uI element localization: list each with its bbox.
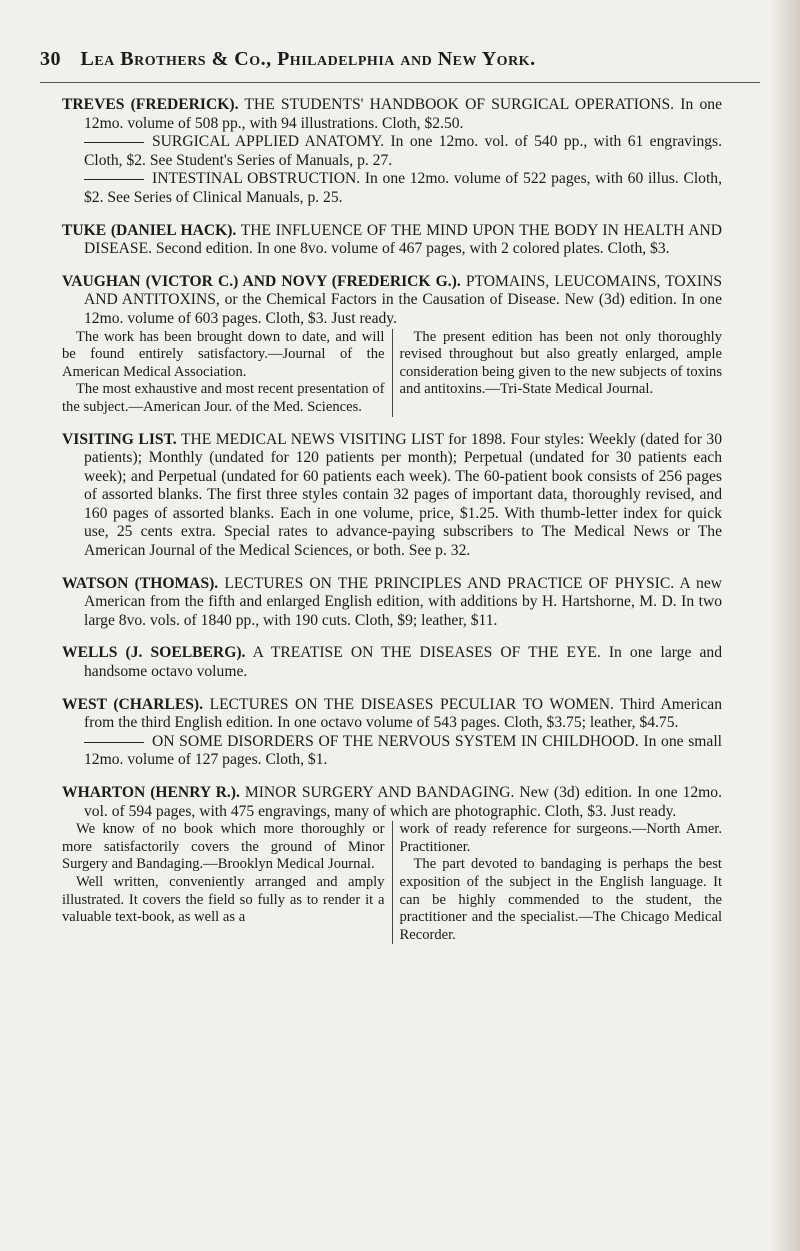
entry-vaughan (62, 273, 722, 417)
entry-tuke (62, 222, 722, 259)
entry-wells (62, 644, 722, 681)
ditto-dash (84, 142, 144, 143)
entry-main (62, 431, 722, 561)
entry-sub (62, 170, 722, 207)
ditto-dash (84, 179, 144, 180)
author-name: WELLS (J. SOELBERG). (62, 644, 246, 662)
author-name: WHARTON (HENRY R.). (62, 784, 240, 801)
entry-watson (62, 575, 722, 631)
quotes-right-column (393, 821, 723, 944)
entry-text: SURGICAL APPLIED ANATOMY. In one 12mo. vol. of 540 pp., with 61 engravings. Cloth, $2. See Student's Series of Manuals, p. 27. (84, 133, 722, 169)
author-name: TUKE (DANIEL HACK). (62, 221, 237, 239)
review-quote: Well written, conveniently arranged and amply illustrated. It covers the field so fully as to render it a valuable text-book, as well as a (62, 873, 385, 926)
entry-main (62, 222, 722, 259)
author-name: VAUGHAN (VICTOR C.) AND NOVY (FREDERICK G.). (62, 272, 461, 290)
entry-text: LECTURES ON THE PRINCIPLES AND PRACTICE OF PHYSIC. A new American from the fifth and enlarged English edition, with additions by H. Hartshorne, M. D. In two large 8vo. vols. of 1840 pp., with 190 cuts. Cloth, $9; leather, $11. (84, 574, 723, 629)
entry-main (62, 273, 722, 329)
entry-main (62, 575, 722, 631)
entry-main (62, 696, 722, 733)
entry-sub (62, 733, 722, 770)
review-quote: The part devoted to bandaging is perhaps the best exposition of the subject in the English language. It can be highly commended to the student, the practitioner and the specialist.—The Chicago Medical Recorder. (399, 856, 722, 943)
entry-wharton (62, 784, 722, 944)
entry-text: LECTURES ON THE DISEASES PECULIAR TO WOMEN. Third American from the third English edition. In one octavo volume of 543 pages. Cloth, $3.75; leather, $4.75. (84, 695, 722, 732)
review-quote: work of ready reference for surgeons.—North Amer. Practitioner. (399, 821, 722, 855)
entry-text: THE STUDENTS' HANDBOOK OF SURGICAL OPERATIONS. In one 12mo. volume of 508 pp., with 94 illustrations. Cloth, $2.50. (84, 96, 722, 132)
entry-west (62, 696, 722, 770)
review-quotes (62, 329, 722, 417)
entry-treves (62, 96, 722, 208)
quotes-right-column (393, 329, 723, 417)
entry-text: A TREATISE ON THE DISEASES OF THE EYE. In one large and handsome octavo volume. (84, 644, 722, 681)
review-quote: The present edition has been not only thoroughly revised throughout but also greatly enlarged, ample consideration being given to the new subjects of toxins and antitoxins.—Tri-State Medical Journal. (399, 328, 722, 398)
entry-main (62, 96, 722, 133)
header-rule (40, 82, 760, 83)
quotes-left-column (62, 329, 393, 417)
entry-text: THE MEDICAL NEWS VISITING LIST for 1898. Four styles: Weekly (dated for 30 patients); Monthly (undated for 120 patients per month); Perpetual (undated for 30 patients each week); and Perpetual (undated for 60 patients each week). The 60-patient book consists of 256 pages of assorted blanks. The first three styles contain 32 pages of important data, thoroughly revised, and 160 pages of assorted blanks. Each in one volume, price, $1.25. With thumb-letter index for quick use, 25 cents extra. Special rates to advance-paying subscribers to The Medical News or The American Journal of the Medical Sciences, or both. See p. 32. (84, 430, 722, 560)
entry-text: INTESTINAL OBSTRUCTION. In one 12mo. volume of 522 pages, with 60 illus. Cloth, $2. See Series of Clinical Manuals, p. 25. (84, 170, 722, 206)
author-name: TREVES (FREDERICK). (62, 96, 239, 113)
page-edge-shadow (770, 0, 800, 1251)
catalog-entries (62, 96, 722, 958)
entry-text: PTOMAINS, LEUCOMAINS, TOXINS AND ANTITOXINS, or the Chemical Factors in the Causation of Disease. New (3d) edition. In one 12mo. volume of 603 pages. Cloth, $3. Just ready. (84, 272, 723, 327)
review-quotes (62, 821, 722, 944)
entry-sub (62, 133, 722, 170)
author-name: WEST (CHARLES). (62, 695, 204, 713)
entry-visiting-list (62, 431, 722, 561)
review-quote: The most exhaustive and most recent presentation of the subject.—American Jour. of the Med. Sciences. (62, 381, 385, 415)
entry-main (62, 644, 722, 681)
author-name: WATSON (THOMAS). (62, 574, 219, 592)
quotes-left-column (62, 821, 393, 944)
page-header (40, 48, 760, 71)
entry-text: ON SOME DISORDERS OF THE NERVOUS SYSTEM IN CHILDHOOD. In one small 12mo. volume of 127 pages. Cloth, $1. (84, 732, 722, 769)
publisher-title: Lea Brothers & Co., Philadelphia and New York. (80, 48, 536, 70)
entry-text: MINOR SURGERY AND BANDAGING. New (3d) edition. In one 12mo. vol. of 594 pages, with 475 engravings, many of which are photographic. Cloth, $3. Just ready. (84, 784, 722, 820)
entry-main (62, 784, 722, 821)
entry-text: THE INFLUENCE OF THE MIND UPON THE BODY IN HEALTH AND DISEASE. Second edition. In one 8vo. volume of 467 pages, with 2 colored plates. Cloth, $3. (84, 221, 722, 258)
ditto-dash (84, 742, 144, 743)
review-quote: We know of no book which more thoroughly or more satisfactorily covers the ground of Minor Surgery and Bandaging.—Brooklyn Medical Journal. (62, 821, 385, 873)
page-number: 30 (40, 48, 61, 70)
author-name: VISITING LIST. (62, 430, 177, 448)
review-quote: The work has been brought down to date, and will be found entirely satisfactory.—Journal of the American Medical Association. (62, 328, 385, 380)
